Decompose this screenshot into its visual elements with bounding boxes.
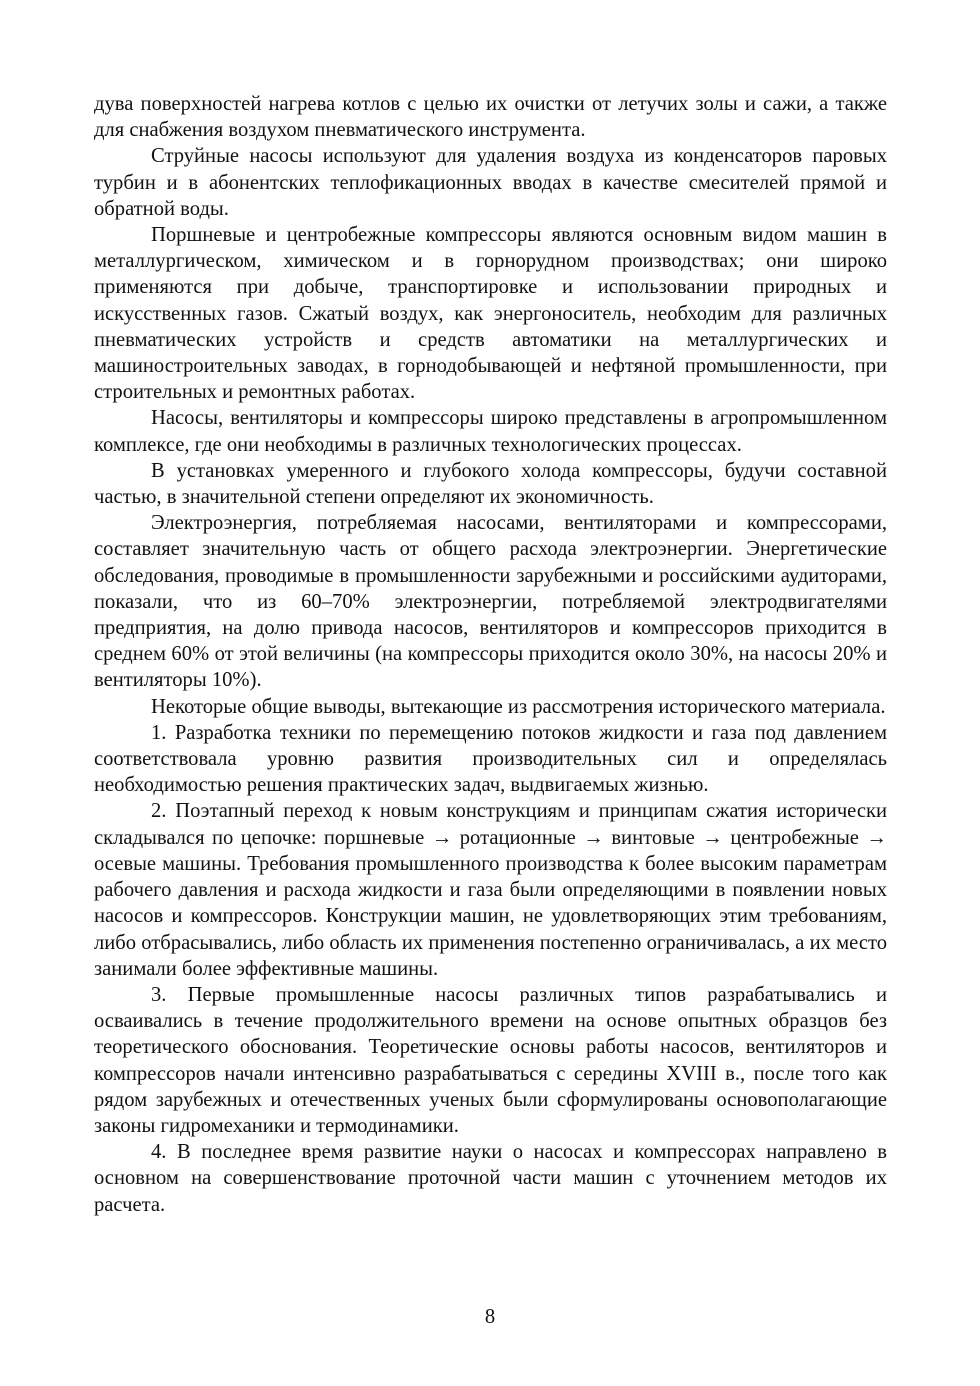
paragraph-electricity-consumption: Электроэнергия, потребляемая насосами, вентиляторами и компрессорами, составляет значительную часть от общего расхода электроэнергии. Энергетические обследования, проводимые в промышленности зарубежными и российскими аудиторами, показали, что из 60–70% электроэнергии, потребляемой электродвигателями предприятия, на долю привода насосов, вентиляторов и компрессоров приходится в среднем 60% от этой величины (на компрессоры приходится около 30%, на насосы 20% и вентиляторы 10%). <box>94 512 887 692</box>
paragraph-conclusions-intro: Некоторые общие выводы, вытекающие из рассмотрения исторического материала. <box>151 695 886 718</box>
paragraph-conclusion-2: 2. Поэтапный переход к новым конструкциям и принципам сжатия исторически складывался по цепочке: поршневые → ротационные → винтовые → центробежные → осевые машины. Требования промышленного производства к более высоким параметрам рабочего давления и расхода жидкости и газа были определяющими в появлении новых насосов и компрессоров. Конструкции машин, не удовлетворяющих этим требованиям, либо отбрасывались, либо область их применения постепенно ограничивалась, а их место занимали более эффективные машины. <box>94 800 887 980</box>
page-number: 8 <box>484 1306 496 1328</box>
paragraph-agro-complex: Насосы, вентиляторы и компрессоры широко представлены в агропромышленном комплексе, где они необходимы в различных технологических процессах. <box>94 407 887 456</box>
paragraph-conclusion-1: 1. Разработка техники по перемещению потоков жидкости и газа под давлением соответствовала уровню развития производительных сил и определялась необходимостью решения практических задач, выдвигаемых жизнью. <box>94 721 887 797</box>
paragraph-jet-pumps: Струйные насосы используют для удаления воздуха из конденсаторов паровых турбин и в абонентских теплофикационных вводах в качестве смесителей прямой и обратной воды. <box>94 145 887 220</box>
paragraph-conclusion-4: 4. В последнее время развитие науки о насосах и компрессорах направлено в основном на совершенствование проточной части машин с уточнением методов их расчета. <box>94 1141 887 1216</box>
page-body <box>94 91 887 1218</box>
paragraph-compressors-industry: Поршневые и центробежные компрессоры являются основным видом машин в металлургическом, химическом и в горнорудном производствах; они широко применяются при добыче, транспортировке и использовании природных и искусственных газов. Сжатый воздух, как энергоноситель, необходим для различных пневматических устройств и средств автоматики на металлургических и машиностроительных заводах, в горнодобывающей и нефтяной промышленности, при строительных и ремонтных работах. <box>94 224 887 404</box>
paragraph-conclusion-3: 3. Первые промышленные насосы различных типов разрабатывались и осваивались в течение продолжительного времени на основе опытных образцов без теоретического обоснования. Теоретические основы работы насосов, вентиляторов и компрессоров начали интенсивно разрабатываться с середины XVIII в., после того как рядом зарубежных и отечественных ученых были сформулированы основополагающие законы гидромеханики и термодинамики. <box>94 983 887 1137</box>
paragraph-cold-installations: В установках умеренного и глубокого холода компрессоры, будучи составной частью, в значительной степени определяют их экономичность. <box>94 459 887 509</box>
paragraph-continuation: дува поверхностей нагрева котлов с целью их очистки от летучих золы и сажи, а также для снабжения воздухом пневматического инструмента. <box>94 93 887 142</box>
